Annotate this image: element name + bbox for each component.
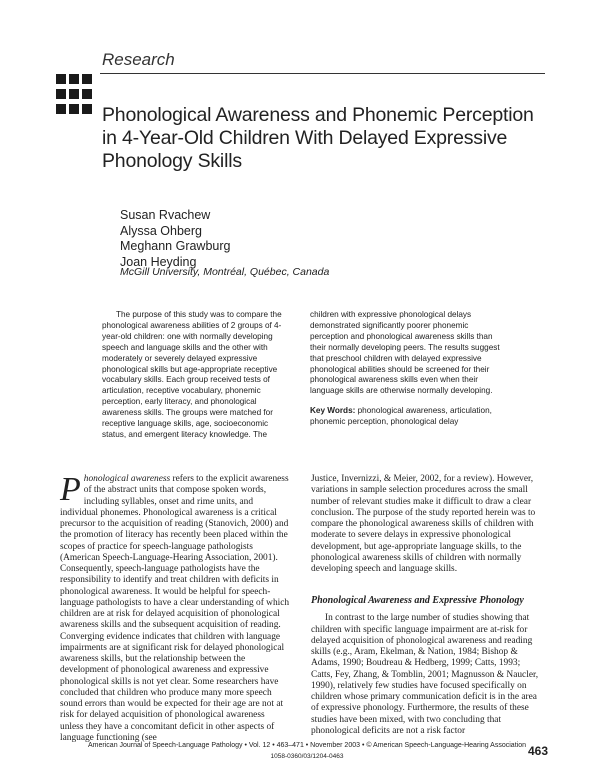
abstract-left: The purpose of this study was to compare the phonological awareness abilities of 2 groups of 4-year-old children: one with normally developing speech and language skills and the other with moderately or severely delayed expressive phonological skills but age-appropriate receptive vocabulary skills. Each group received tests of articulation, receptive vocabulary, phonemic perception, early literacy, and phonological awareness skills. The groups were matched for receptive language skills, age, socioeconomic status, and emergent literacy knowledge. The bbox=[102, 310, 282, 439]
author: Alyssa Ohberg bbox=[120, 223, 202, 238]
section-heading: Phonological Awareness and Expressive Phonology bbox=[311, 595, 524, 607]
paragraph-1-text: refers to the explicit awareness of the abstract units that compose spoken words, including syllables, onset and rime units, and individual phonemes. Phonological awareness is a critical precursor to the acquisition of reading (Stanovich, 2000) and the promotion of literacy has recently been placed within the scopes of practice for speech-language pathologists (American Speech-Language-Hearing Association, 2001). Consequently, speech-language pathologists have the responsibility to identify and treat children with deficits in phonological awareness. It would be helpful for speech-language pathologists to have a clear understanding of which children are at risk for delayed acquisition of phonological awareness skills and the subsequent acquisition of reading. Converging evidence indicates that children with language impairments are at significant risk for delayed phonological awareness skills, but the relationship between the development of phonological awareness and expressive phonological skills is not yet clear. Some researchers have concluded that children who produce many more speech sound errors than would be expected for their age are not at risk for delayed acquisition of phonological awareness unless they have a concomitant deficit in other aspects of language functioning (see bbox=[60, 474, 290, 743]
article-title: Phonological Awareness and Phonemic Perception in 4-Year-Old Children With Delayed Expressive Phonology Skills bbox=[102, 104, 534, 172]
keywords-text: phonological awareness, articulation, phonemic perception, phonological delay bbox=[310, 406, 492, 427]
paragraph-1 bbox=[60, 471, 290, 744]
paragraph-3: In contrast to the large number of studies showing that children with specific language impairment are at-risk for delayed acquisition of phonological awareness and reading skills (e.g., Aram, Ekelman, & Nation, 1984; Bishop & Adams, 1990; Boudreau & Hedberg, 1999; Catts, 1993; Catts, Fey, Zhang, & Tomblin, 2001; Magnusson & Naucler, 1990), relatively few studies have focused specifically on children whose primary communication deficit is in the area of expressive phonology. Furthermore, the results of these studies have been mixed, with two concluding that phonological deficits are not a risk factor bbox=[311, 613, 539, 736]
keywords-label: Key Words: bbox=[310, 406, 356, 416]
section-label: Research bbox=[102, 50, 175, 69]
dropcap: P bbox=[60, 471, 81, 508]
affiliation: McGill University, Montréal, Québec, Canada bbox=[120, 266, 330, 278]
lead-term: honological awareness bbox=[83, 474, 171, 484]
author: Joan Heyding bbox=[120, 254, 197, 269]
header-rule bbox=[100, 73, 545, 74]
body-column-right bbox=[311, 474, 543, 737]
author-list bbox=[120, 208, 230, 270]
body-column-left bbox=[60, 471, 290, 744]
paragraph-2: Justice, Invernizzi, & Meier, 2002, for a review). However, variations in sample selection procedures across the small number of relevant studies make it difficult to draw a clear conclusion. The purpose of the study reported herein was to compare the phonological awareness skills of children with moderate to severe delays in expressive phonological development, but age-appropriate language skills, to the phonological awareness skills of children with normally developing speech and language skills. bbox=[311, 474, 536, 574]
abstract-right bbox=[310, 310, 500, 428]
issn-line: 1058-0360/03/1204-0463 bbox=[270, 753, 344, 760]
keywords bbox=[310, 406, 500, 428]
journal-footer: American Journal of Speech-Language Pathology • Vol. 12 • 463–471 • November 2003 • © American Speech-Language-Hearing Association bbox=[88, 742, 526, 749]
page-number: 463 bbox=[528, 744, 549, 758]
author: Susan Rvachew bbox=[120, 208, 211, 222]
abstract-right-text: children with expressive phonological delays demonstrated significantly poorer phonemic perception and phonological awareness skills than their normally developing peers. The results suggest that preschool children with delayed expressive phonological abilities should be screened for their phonological awareness skills even when their language skills are otherwise normally developing. bbox=[310, 310, 500, 396]
author: Meghann Grawburg bbox=[120, 239, 231, 253]
